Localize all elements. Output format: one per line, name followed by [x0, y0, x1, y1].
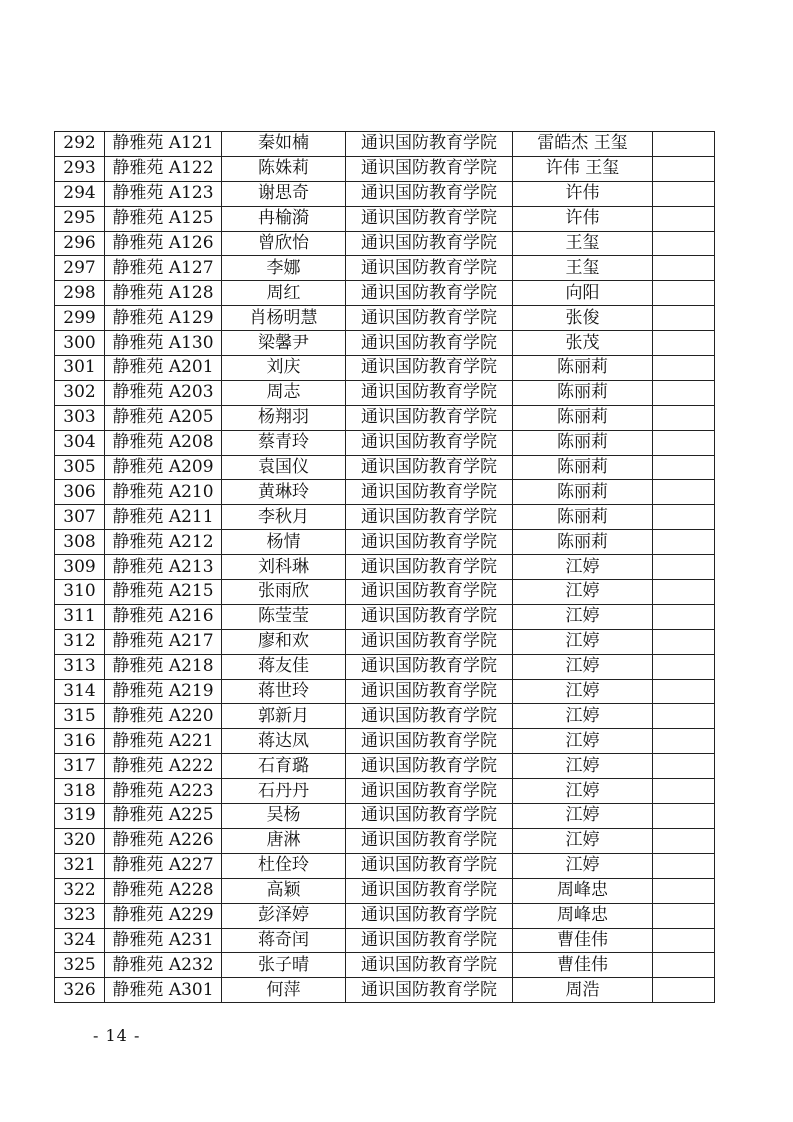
- dorm-room-cell: 静雅苑 A220: [105, 704, 222, 729]
- college-cell: 通识国防教育学院: [346, 206, 513, 231]
- remark-cell: [653, 455, 715, 480]
- college-cell: 通识国防教育学院: [346, 555, 513, 580]
- row-number-cell: 317: [55, 754, 105, 779]
- table-row: [55, 928, 715, 953]
- college-cell: 通识国防教育学院: [346, 455, 513, 480]
- remark-cell: [653, 654, 715, 679]
- table-row: [55, 356, 715, 381]
- table-row: [55, 779, 715, 804]
- remark-cell: [653, 629, 715, 654]
- college-cell: 通识国防教育学院: [346, 953, 513, 978]
- remark-cell: [653, 978, 715, 1003]
- college-cell: 通识国防教育学院: [346, 804, 513, 829]
- student-name-cell: 陈姝莉: [222, 156, 346, 181]
- table-row: [55, 754, 715, 779]
- teacher-cell: 张俊: [513, 306, 653, 331]
- row-number-cell: 313: [55, 654, 105, 679]
- row-number-cell: 296: [55, 231, 105, 256]
- college-cell: 通识国防教育学院: [346, 754, 513, 779]
- dorm-room-cell: 静雅苑 A205: [105, 405, 222, 430]
- college-cell: 通识国防教育学院: [346, 654, 513, 679]
- college-cell: 通识国防教育学院: [346, 306, 513, 331]
- dorm-room-cell: 静雅苑 A203: [105, 380, 222, 405]
- student-name-cell: 李娜: [222, 256, 346, 281]
- row-number-cell: 325: [55, 953, 105, 978]
- dorm-room-cell: 静雅苑 A209: [105, 455, 222, 480]
- dorm-room-cell: 静雅苑 A227: [105, 853, 222, 878]
- teacher-cell: 许伟: [513, 206, 653, 231]
- table-row: [55, 629, 715, 654]
- student-name-cell: 石育璐: [222, 754, 346, 779]
- dorm-room-cell: 静雅苑 A210: [105, 480, 222, 505]
- dorm-room-cell: 静雅苑 A212: [105, 530, 222, 555]
- teacher-cell: 江婷: [513, 654, 653, 679]
- student-name-cell: 秦如楠: [222, 132, 346, 157]
- row-number-cell: 292: [55, 132, 105, 157]
- row-number-cell: 315: [55, 704, 105, 729]
- row-number-cell: 308: [55, 530, 105, 555]
- student-name-cell: 刘科琳: [222, 555, 346, 580]
- student-name-cell: 肖杨明慧: [222, 306, 346, 331]
- remark-cell: [653, 580, 715, 605]
- dorm-room-cell: 静雅苑 A213: [105, 555, 222, 580]
- teacher-cell: 向阳: [513, 281, 653, 306]
- teacher-cell: 江婷: [513, 754, 653, 779]
- teacher-cell: 周峰忠: [513, 903, 653, 928]
- college-cell: 通识国防教育学院: [346, 405, 513, 430]
- dormitory-table: [54, 131, 715, 1003]
- row-number-cell: 324: [55, 928, 105, 953]
- college-cell: 通识国防教育学院: [346, 356, 513, 381]
- teacher-cell: 王玺: [513, 256, 653, 281]
- table-row: [55, 654, 715, 679]
- table-row: [55, 604, 715, 629]
- college-cell: 通识国防教育学院: [346, 505, 513, 530]
- row-number-cell: 316: [55, 729, 105, 754]
- teacher-cell: 江婷: [513, 828, 653, 853]
- dorm-room-cell: 静雅苑 A126: [105, 231, 222, 256]
- dorm-room-cell: 静雅苑 A129: [105, 306, 222, 331]
- student-name-cell: 蒋友佳: [222, 654, 346, 679]
- college-cell: 通识国防教育学院: [346, 878, 513, 903]
- teacher-cell: 江婷: [513, 679, 653, 704]
- remark-cell: [653, 380, 715, 405]
- student-name-cell: 刘庆: [222, 356, 346, 381]
- row-number-cell: 326: [55, 978, 105, 1003]
- teacher-cell: 曹佳伟: [513, 928, 653, 953]
- row-number-cell: 310: [55, 580, 105, 605]
- table-row: [55, 231, 715, 256]
- remark-cell: [653, 231, 715, 256]
- teacher-cell: 曹佳伟: [513, 953, 653, 978]
- dorm-room-cell: 静雅苑 A221: [105, 729, 222, 754]
- college-cell: 通识国防教育学院: [346, 853, 513, 878]
- dorm-room-cell: 静雅苑 A217: [105, 629, 222, 654]
- dorm-room-cell: 静雅苑 A208: [105, 430, 222, 455]
- dorm-room-cell: 静雅苑 A222: [105, 754, 222, 779]
- remark-cell: [653, 530, 715, 555]
- student-name-cell: 蒋奇闰: [222, 928, 346, 953]
- row-number-cell: 300: [55, 331, 105, 356]
- remark-cell: [653, 903, 715, 928]
- table-row: [55, 331, 715, 356]
- remark-cell: [653, 729, 715, 754]
- row-number-cell: 293: [55, 156, 105, 181]
- remark-cell: [653, 331, 715, 356]
- table-row: [55, 132, 715, 157]
- student-name-cell: 高颖: [222, 878, 346, 903]
- table-row: [55, 580, 715, 605]
- dorm-room-cell: 静雅苑 A215: [105, 580, 222, 605]
- table-row: [55, 206, 715, 231]
- teacher-cell: 江婷: [513, 804, 653, 829]
- row-number-cell: 306: [55, 480, 105, 505]
- dorm-room-cell: 静雅苑 A127: [105, 256, 222, 281]
- college-cell: 通识国防教育学院: [346, 604, 513, 629]
- student-name-cell: 石丹丹: [222, 779, 346, 804]
- row-number-cell: 304: [55, 430, 105, 455]
- table-row: [55, 828, 715, 853]
- row-number-cell: 302: [55, 380, 105, 405]
- college-cell: 通识国防教育学院: [346, 380, 513, 405]
- teacher-cell: 江婷: [513, 779, 653, 804]
- row-number-cell: 314: [55, 679, 105, 704]
- remark-cell: [653, 928, 715, 953]
- student-name-cell: 周志: [222, 380, 346, 405]
- dorm-room-cell: 静雅苑 A226: [105, 828, 222, 853]
- table-row: [55, 405, 715, 430]
- teacher-cell: 江婷: [513, 555, 653, 580]
- remark-cell: [653, 828, 715, 853]
- student-name-cell: 蒋达凤: [222, 729, 346, 754]
- table-row: [55, 530, 715, 555]
- college-cell: 通识国防教育学院: [346, 132, 513, 157]
- table-row: [55, 555, 715, 580]
- remark-cell: [653, 281, 715, 306]
- dorm-room-cell: 静雅苑 A219: [105, 679, 222, 704]
- student-name-cell: 张雨欣: [222, 580, 346, 605]
- table-row: [55, 878, 715, 903]
- dorm-room-cell: 静雅苑 A128: [105, 281, 222, 306]
- teacher-cell: 江婷: [513, 604, 653, 629]
- table-row: [55, 380, 715, 405]
- page-number: - 14 -: [93, 1026, 141, 1045]
- teacher-cell: 陈丽莉: [513, 480, 653, 505]
- dorm-room-cell: 静雅苑 A122: [105, 156, 222, 181]
- college-cell: 通识国防教育学院: [346, 928, 513, 953]
- college-cell: 通识国防教育学院: [346, 729, 513, 754]
- dorm-room-cell: 静雅苑 A216: [105, 604, 222, 629]
- teacher-cell: 王玺: [513, 231, 653, 256]
- teacher-cell: 周峰忠: [513, 878, 653, 903]
- student-name-cell: 廖和欢: [222, 629, 346, 654]
- teacher-cell: 陈丽莉: [513, 356, 653, 381]
- row-number-cell: 299: [55, 306, 105, 331]
- dorm-room-cell: 静雅苑 A228: [105, 878, 222, 903]
- remark-cell: [653, 206, 715, 231]
- teacher-cell: 周浩: [513, 978, 653, 1003]
- remark-cell: [653, 878, 715, 903]
- dorm-room-cell: 静雅苑 A121: [105, 132, 222, 157]
- table-row: [55, 505, 715, 530]
- remark-cell: [653, 256, 715, 281]
- dorm-room-cell: 静雅苑 A231: [105, 928, 222, 953]
- table-row: [55, 679, 715, 704]
- dorm-room-cell: 静雅苑 A130: [105, 331, 222, 356]
- row-number-cell: 320: [55, 828, 105, 853]
- table-row: [55, 256, 715, 281]
- college-cell: 通识国防教育学院: [346, 156, 513, 181]
- college-cell: 通识国防教育学院: [346, 779, 513, 804]
- row-number-cell: 307: [55, 505, 105, 530]
- college-cell: 通识国防教育学院: [346, 231, 513, 256]
- table-row: [55, 480, 715, 505]
- student-name-cell: 周红: [222, 281, 346, 306]
- remark-cell: [653, 132, 715, 157]
- table-body: [55, 132, 715, 1003]
- college-cell: 通识国防教育学院: [346, 828, 513, 853]
- teacher-cell: 江婷: [513, 704, 653, 729]
- table-row: [55, 729, 715, 754]
- dorm-room-cell: 静雅苑 A201: [105, 356, 222, 381]
- table-row: [55, 853, 715, 878]
- teacher-cell: 雷皓杰 王玺: [513, 132, 653, 157]
- table-row: [55, 953, 715, 978]
- remark-cell: [653, 704, 715, 729]
- remark-cell: [653, 181, 715, 206]
- row-number-cell: 319: [55, 804, 105, 829]
- student-name-cell: 张子晴: [222, 953, 346, 978]
- remark-cell: [653, 779, 715, 804]
- college-cell: 通识国防教育学院: [346, 704, 513, 729]
- row-number-cell: 311: [55, 604, 105, 629]
- teacher-cell: 张茂: [513, 331, 653, 356]
- student-name-cell: 郭新月: [222, 704, 346, 729]
- remark-cell: [653, 306, 715, 331]
- table-row: [55, 978, 715, 1003]
- remark-cell: [653, 430, 715, 455]
- remark-cell: [653, 754, 715, 779]
- table-row: [55, 181, 715, 206]
- remark-cell: [653, 804, 715, 829]
- dorm-room-cell: 静雅苑 A301: [105, 978, 222, 1003]
- table-row: [55, 306, 715, 331]
- row-number-cell: 295: [55, 206, 105, 231]
- student-name-cell: 陈莹莹: [222, 604, 346, 629]
- student-name-cell: 袁国仪: [222, 455, 346, 480]
- student-name-cell: 冉榆漪: [222, 206, 346, 231]
- student-name-cell: 谢思奇: [222, 181, 346, 206]
- table-row: [55, 430, 715, 455]
- student-name-cell: 吴杨: [222, 804, 346, 829]
- row-number-cell: 312: [55, 629, 105, 654]
- teacher-cell: 陈丽莉: [513, 505, 653, 530]
- teacher-cell: 陈丽莉: [513, 530, 653, 555]
- student-name-cell: 蒋世玲: [222, 679, 346, 704]
- student-name-cell: 杨情: [222, 530, 346, 555]
- dorm-room-cell: 静雅苑 A211: [105, 505, 222, 530]
- remark-cell: [653, 604, 715, 629]
- row-number-cell: 318: [55, 779, 105, 804]
- remark-cell: [653, 555, 715, 580]
- row-number-cell: 298: [55, 281, 105, 306]
- student-name-cell: 杜佺玲: [222, 853, 346, 878]
- table-row: [55, 281, 715, 306]
- college-cell: 通识国防教育学院: [346, 978, 513, 1003]
- dorm-room-cell: 静雅苑 A232: [105, 953, 222, 978]
- remark-cell: [653, 156, 715, 181]
- teacher-cell: 陈丽莉: [513, 405, 653, 430]
- student-name-cell: 彭泽婷: [222, 903, 346, 928]
- student-name-cell: 杨翔羽: [222, 405, 346, 430]
- teacher-cell: 江婷: [513, 629, 653, 654]
- table-row: [55, 704, 715, 729]
- teacher-cell: 许伟: [513, 181, 653, 206]
- student-name-cell: 曾欣怡: [222, 231, 346, 256]
- teacher-cell: 陈丽莉: [513, 430, 653, 455]
- row-number-cell: 305: [55, 455, 105, 480]
- college-cell: 通识国防教育学院: [346, 629, 513, 654]
- student-name-cell: 唐淋: [222, 828, 346, 853]
- dorm-room-cell: 静雅苑 A125: [105, 206, 222, 231]
- dorm-room-cell: 静雅苑 A218: [105, 654, 222, 679]
- row-number-cell: 303: [55, 405, 105, 430]
- college-cell: 通识国防教育学院: [346, 331, 513, 356]
- student-name-cell: 李秋月: [222, 505, 346, 530]
- table-row: [55, 804, 715, 829]
- student-name-cell: 梁馨尹: [222, 331, 346, 356]
- remark-cell: [653, 356, 715, 381]
- table-row: [55, 903, 715, 928]
- college-cell: 通识国防教育学院: [346, 181, 513, 206]
- college-cell: 通识国防教育学院: [346, 679, 513, 704]
- student-name-cell: 何萍: [222, 978, 346, 1003]
- student-name-cell: 蔡青玲: [222, 430, 346, 455]
- dorm-room-cell: 静雅苑 A225: [105, 804, 222, 829]
- dorm-room-cell: 静雅苑 A123: [105, 181, 222, 206]
- row-number-cell: 323: [55, 903, 105, 928]
- remark-cell: [653, 953, 715, 978]
- teacher-cell: 江婷: [513, 853, 653, 878]
- remark-cell: [653, 505, 715, 530]
- college-cell: 通识国防教育学院: [346, 480, 513, 505]
- college-cell: 通识国防教育学院: [346, 903, 513, 928]
- teacher-cell: 许伟 王玺: [513, 156, 653, 181]
- college-cell: 通识国防教育学院: [346, 430, 513, 455]
- row-number-cell: 301: [55, 356, 105, 381]
- row-number-cell: 297: [55, 256, 105, 281]
- college-cell: 通识国防教育学院: [346, 580, 513, 605]
- row-number-cell: 321: [55, 853, 105, 878]
- table-row: [55, 455, 715, 480]
- teacher-cell: 陈丽莉: [513, 455, 653, 480]
- college-cell: 通识国防教育学院: [346, 256, 513, 281]
- table-row: [55, 156, 715, 181]
- row-number-cell: 294: [55, 181, 105, 206]
- row-number-cell: 309: [55, 555, 105, 580]
- remark-cell: [653, 853, 715, 878]
- dorm-room-cell: 静雅苑 A229: [105, 903, 222, 928]
- row-number-cell: 322: [55, 878, 105, 903]
- remark-cell: [653, 679, 715, 704]
- college-cell: 通识国防教育学院: [346, 281, 513, 306]
- remark-cell: [653, 405, 715, 430]
- teacher-cell: 江婷: [513, 729, 653, 754]
- student-name-cell: 黄琳玲: [222, 480, 346, 505]
- college-cell: 通识国防教育学院: [346, 530, 513, 555]
- remark-cell: [653, 480, 715, 505]
- teacher-cell: 陈丽莉: [513, 380, 653, 405]
- teacher-cell: 江婷: [513, 580, 653, 605]
- dorm-room-cell: 静雅苑 A223: [105, 779, 222, 804]
